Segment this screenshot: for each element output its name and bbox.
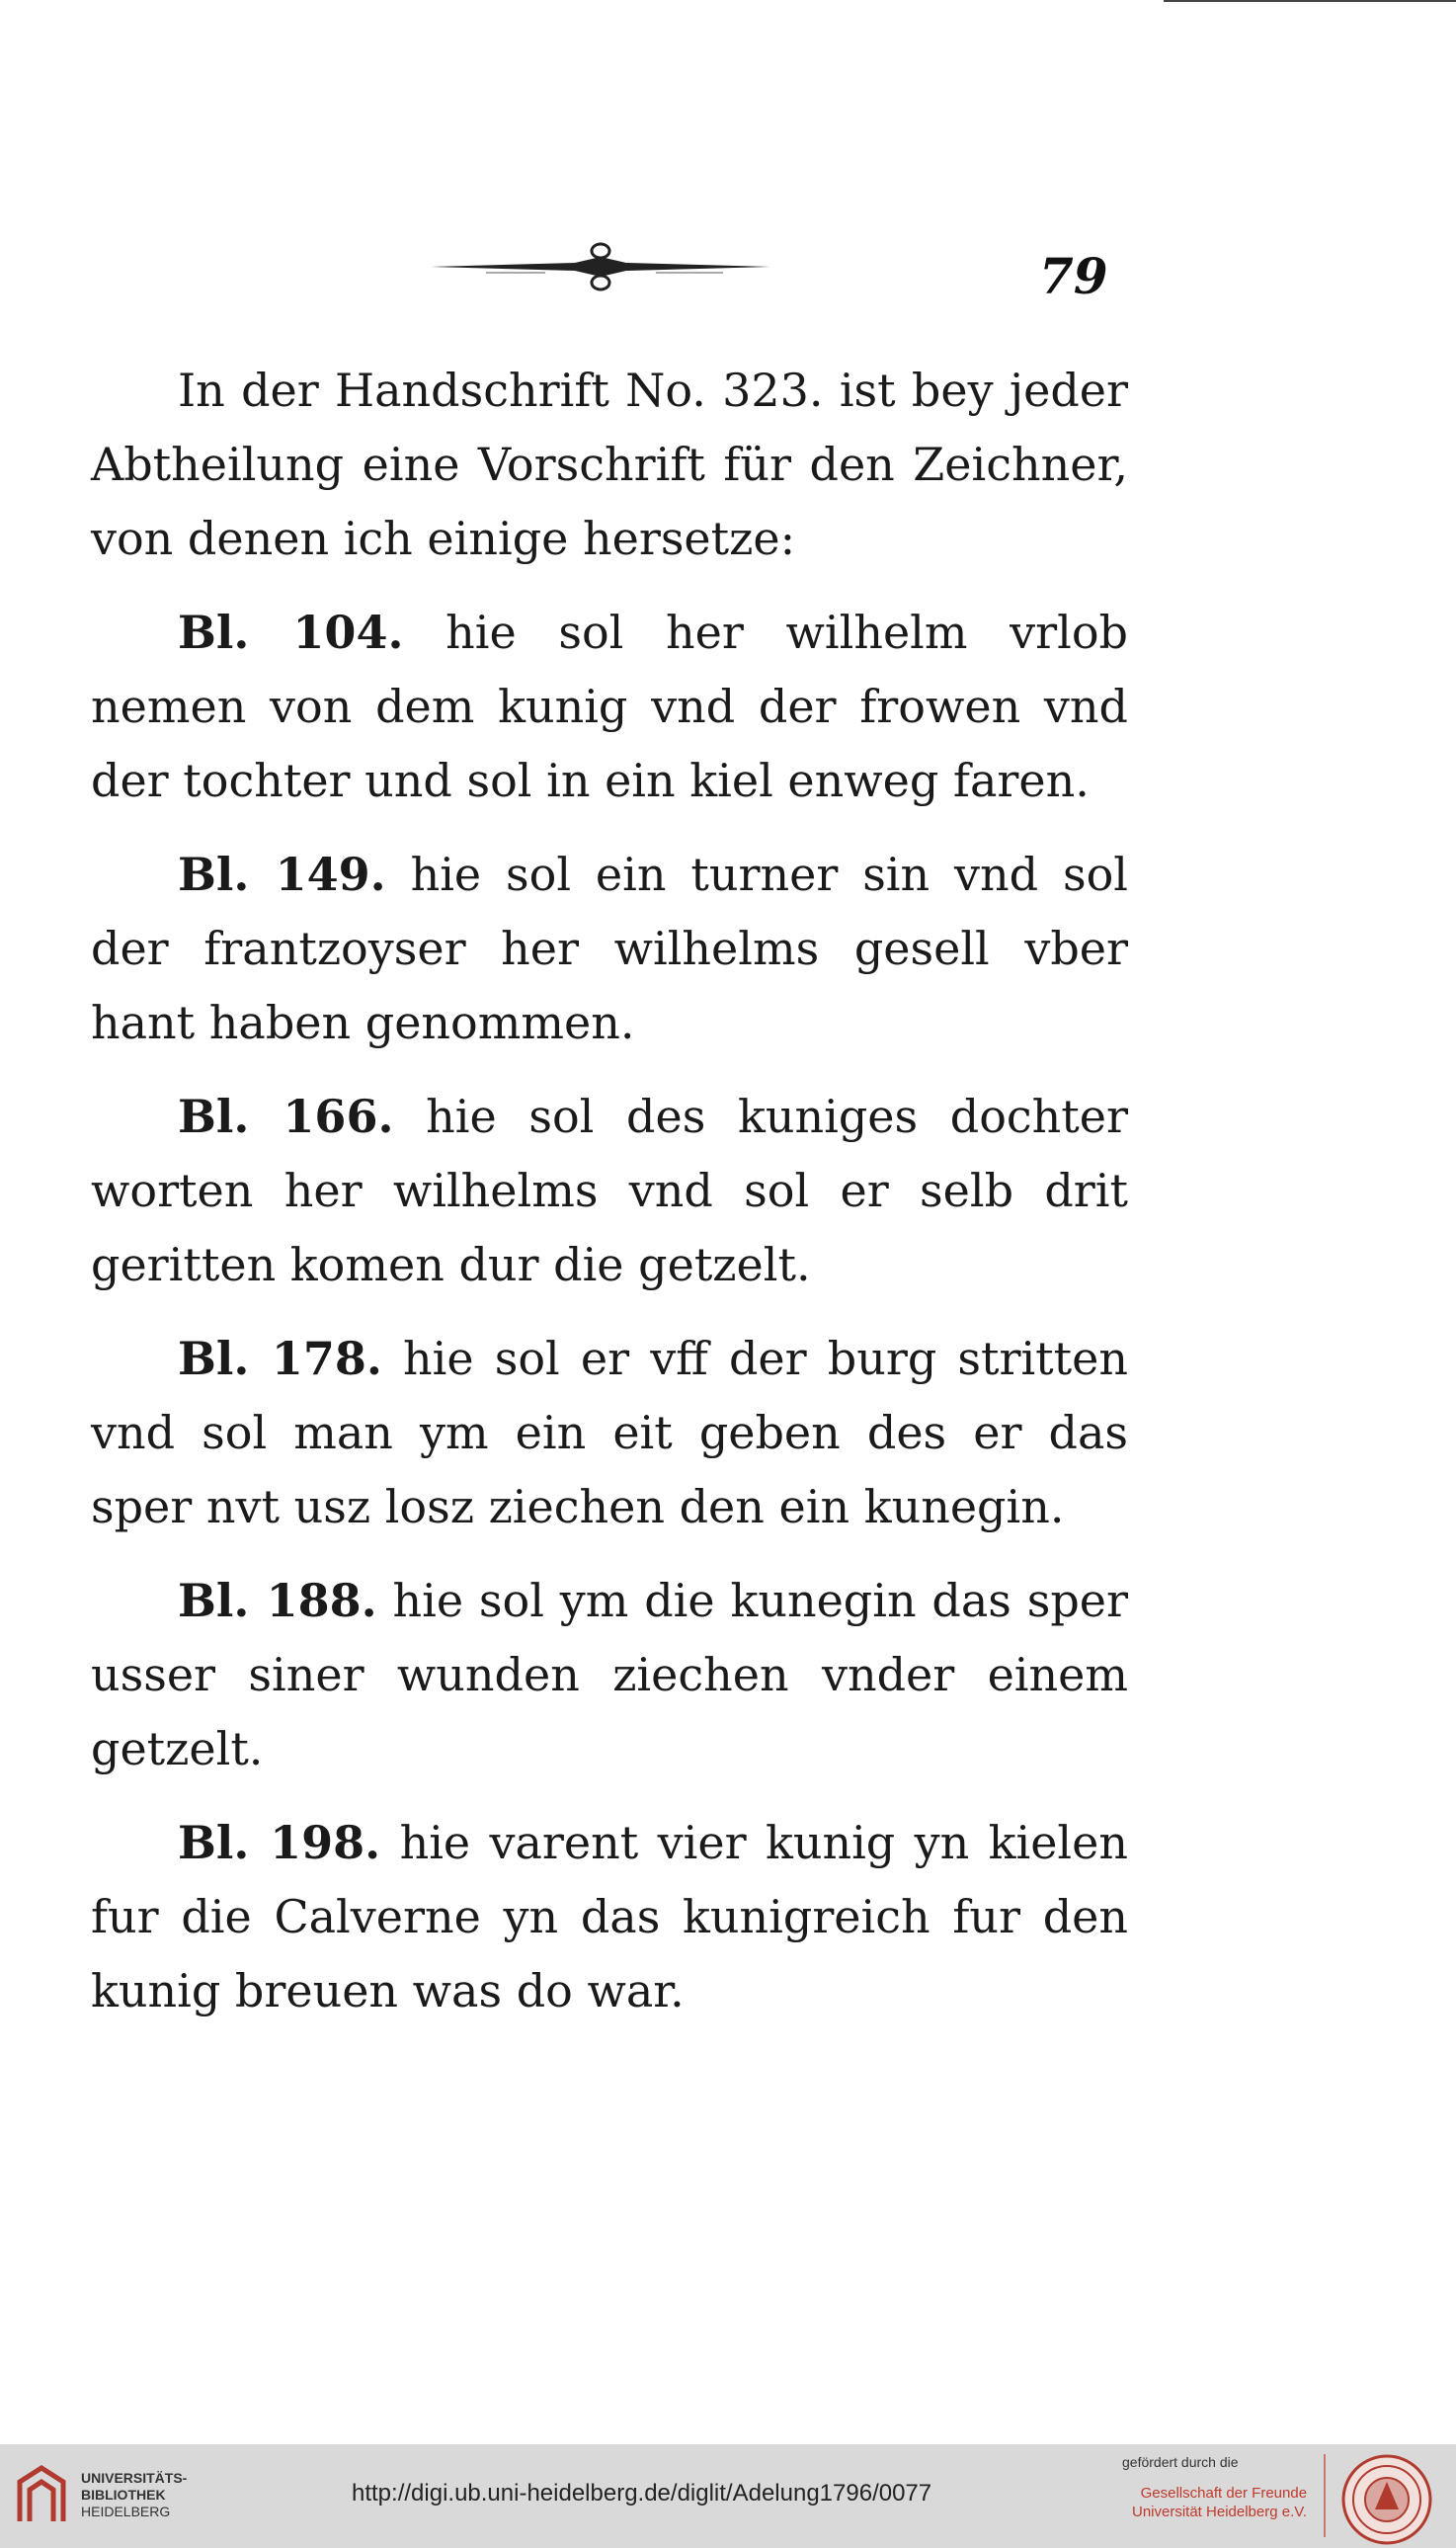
entry-paragraph <box>91 1806 1128 2028</box>
library-name-line: BIBLIOTHEK <box>81 2487 166 2503</box>
entry-paragraph <box>91 1322 1128 1544</box>
library-logo-icon <box>12 2462 71 2531</box>
entry-reference: Bl. 198. <box>178 1816 381 1869</box>
top-edge-rule <box>1164 0 1456 2</box>
sponsor-label: gefördert durch die <box>1122 2454 1239 2470</box>
entry-text: hie sol er vff der burg stritten vnd sol man ym ein eit geben des er das sper nvt usz losz ziechen den ein kunegin. <box>91 1332 1128 1533</box>
sponsor-name <box>1132 2484 1307 2521</box>
ornament-divider-icon <box>427 239 774 298</box>
entry-reference: Bl. 166. <box>178 1090 394 1143</box>
permalink-url[interactable]: http://digi.ub.uni-heidelberg.de/diglit/Adelung1796/0077 <box>352 2480 932 2507</box>
entry-paragraph <box>91 1080 1128 1302</box>
intro-paragraph <box>91 354 1128 576</box>
entry-text: hie sol her wilhelm vrlob nemen von dem kunig vnd der frowen vnd der tochter und sol in ein kiel enweg faren. <box>91 606 1129 807</box>
entry-text: hie sol ym die kunegin das sper usser siner wunden ziechen vnder einem getzelt. <box>91 1574 1129 1775</box>
entry-reference: Bl. 149. <box>178 848 386 901</box>
entry-reference: Bl. 178. <box>178 1332 382 1385</box>
page-body <box>91 354 1128 2048</box>
university-seal-icon <box>1339 2452 1434 2547</box>
library-name-line: UNIVERSITÄTS- <box>81 2470 188 2486</box>
entry-text: hie sol des kuniges dochter worten her wilhelms vnd sol er selb drit geritten komen dur die getzelt. <box>91 1090 1128 1291</box>
entry-paragraph <box>91 596 1128 818</box>
library-name-line: HEIDELBERG <box>81 2504 171 2519</box>
entry-text: hie sol ein turner sin vnd sol der frantzoyser her wilhelms gesell vber hant haben genommen. <box>91 848 1128 1049</box>
entry-reference: Bl. 188. <box>178 1574 377 1627</box>
sponsor-divider <box>1324 2454 1326 2537</box>
paragraph-text: In der Handschrift No. 323. ist bey jeder Abtheilung eine Vorschrift für den Zeichner, von denen ich einige hersetze: <box>91 364 1128 565</box>
entry-paragraph <box>91 1564 1128 1786</box>
footer-bar <box>0 2444 1456 2548</box>
sponsor-name-line: Universität Heidelberg e.V. <box>1132 2504 1308 2520</box>
page-number: 79 <box>1039 247 1108 305</box>
library-name <box>81 2470 187 2520</box>
entry-reference: Bl. 104. <box>178 606 404 659</box>
entry-paragraph <box>91 838 1128 1060</box>
sponsor-name-line: Gesellschaft der Freunde <box>1140 2485 1308 2502</box>
entry-text: hie varent vier kunig yn kielen fur die Calverne yn das kunigreich fur den kunig breuen was do war. <box>91 1816 1128 2017</box>
